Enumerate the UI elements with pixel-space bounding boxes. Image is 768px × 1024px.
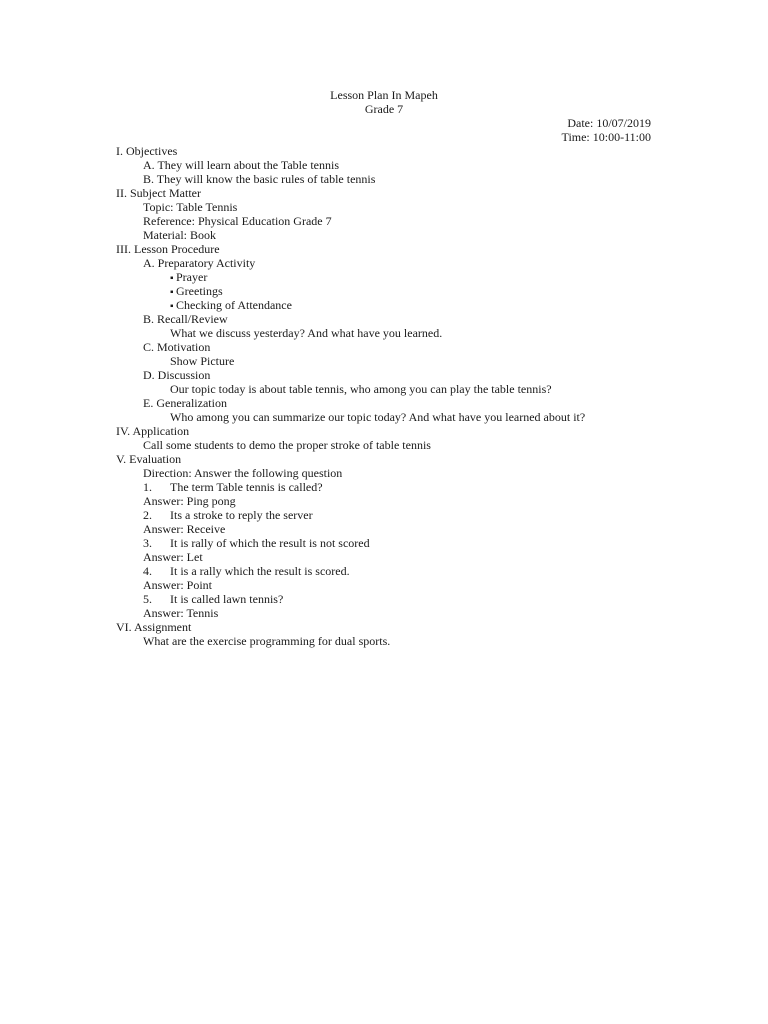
- assignment-heading: VI. Assignment: [116, 620, 192, 634]
- preparatory-item-label: Checking of Attendance: [176, 298, 292, 312]
- document-time: Time: 10:00-11:00: [561, 130, 651, 144]
- question-number: 5.: [143, 592, 152, 606]
- subject-matter-heading: II. Subject Matter: [116, 186, 201, 200]
- objectives-heading: I. Objectives: [116, 144, 178, 158]
- answer-text: Answer: Ping pong: [143, 494, 236, 508]
- subject-reference: Reference: Physical Education Grade 7: [143, 214, 332, 228]
- generalization-text: Who among you can summarize our topic today? And what have you learned about it?: [170, 410, 586, 424]
- question-text: It is a rally which the result is scored.: [170, 564, 350, 578]
- bullet-icon: ▪: [170, 287, 174, 298]
- preparatory-label: A. Preparatory Activity: [143, 256, 256, 270]
- motivation-text: Show Picture: [170, 354, 235, 368]
- document-title: Lesson Plan In Mapeh: [330, 88, 438, 102]
- answer-text: Answer: Point: [143, 578, 212, 592]
- bullet-icon: ▪: [170, 301, 174, 312]
- motivation-label: C. Motivation: [143, 340, 211, 354]
- answer-text: Answer: Receive: [143, 522, 226, 536]
- question-item: [143, 564, 350, 578]
- subject-topic: Topic: Table Tennis: [143, 200, 238, 214]
- preparatory-item-label: Greetings: [176, 284, 223, 298]
- subject-material: Material: Book: [143, 228, 216, 242]
- question-text: The term Table tennis is called?: [170, 480, 323, 494]
- assignment-text: What are the exercise programming for dual sports.: [143, 634, 391, 648]
- document-date: Date: 10/07/2019: [567, 116, 651, 130]
- question-number: 2.: [143, 508, 152, 522]
- document-grade: Grade 7: [364, 102, 404, 116]
- application-heading: IV. Application: [116, 424, 190, 438]
- generalization-label: E. Generalization: [143, 396, 227, 410]
- question-item: [143, 592, 283, 606]
- objective-item: A. They will learn about the Table tennis: [143, 158, 340, 172]
- question-item: [143, 536, 370, 550]
- question-text: Its a stroke to reply the server: [170, 508, 313, 522]
- discussion-text: Our topic today is about table tennis, who among you can play the table tennis?: [170, 382, 552, 396]
- question-number: 3.: [143, 536, 152, 550]
- evaluation-direction: Direction: Answer the following question: [143, 466, 343, 480]
- question-text: It is rally of which the result is not scored: [170, 536, 370, 550]
- bullet-icon: ▪: [170, 273, 174, 284]
- preparatory-item-label: Prayer: [176, 270, 208, 284]
- recall-text: What we discuss yesterday? And what have you learned.: [170, 326, 443, 340]
- question-number: 1.: [143, 480, 152, 494]
- recall-label: B. Recall/Review: [143, 312, 228, 326]
- question-item: [143, 508, 313, 522]
- answer-text: Answer: Let: [143, 550, 203, 564]
- procedure-heading: III. Lesson Procedure: [116, 242, 220, 256]
- application-text: Call some students to demo the proper stroke of table tennis: [143, 438, 431, 452]
- objective-item: B. They will know the basic rules of table tennis: [143, 172, 376, 186]
- question-text: It is called lawn tennis?: [170, 592, 284, 606]
- question-item: [143, 480, 323, 494]
- answer-text: Answer: Tennis: [143, 606, 219, 620]
- question-number: 4.: [143, 564, 152, 578]
- discussion-label: D. Discussion: [143, 368, 211, 382]
- evaluation-heading: V. Evaluation: [116, 452, 182, 466]
